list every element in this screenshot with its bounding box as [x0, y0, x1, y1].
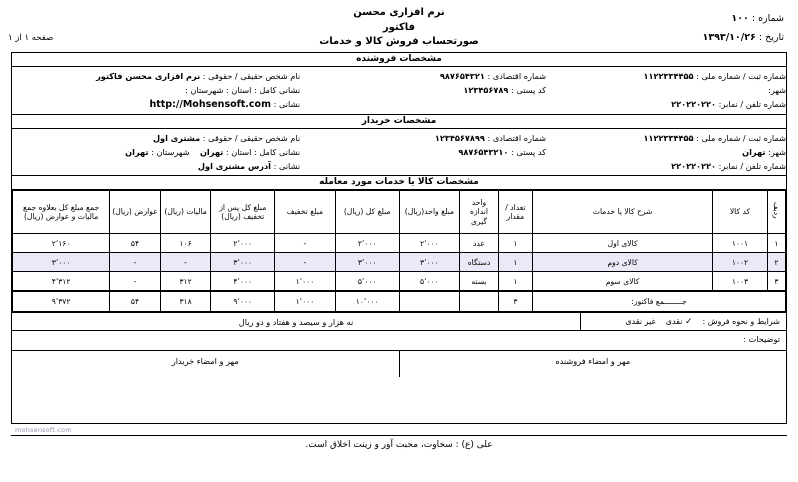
th-grand-total: جمع مبلغ کل بعلاوه جمع مالیات و عوارض (ریال) — [13, 191, 110, 234]
cell-duty: - — [110, 253, 161, 272]
cell-code: ۱۰۰۱ — [713, 234, 768, 253]
goods-table — [12, 190, 786, 313]
terms-label: شرایط و نحوه فروش : — [702, 317, 780, 326]
invoice-date-row — [703, 28, 784, 47]
document-title-block — [0, 6, 798, 50]
buyer-signature-cell: مهر و امضاء خریدار — [171, 356, 239, 366]
buyer-reg-national-field — [552, 131, 786, 145]
seller-economic-code-label: شماره اقتصادی : — [487, 71, 547, 81]
th-quantity: تعداد / مقدار — [498, 191, 532, 234]
seller-body — [12, 67, 786, 114]
cell-quantity: ۱ — [498, 253, 532, 272]
terms-row — [12, 313, 786, 331]
cell-description: کالای دوم — [533, 253, 713, 272]
seller-section — [12, 53, 786, 115]
cell-unit-price: ۳٬۰۰۰ — [399, 253, 460, 272]
cell-grand-total: ۳٬۰۰۰ — [13, 253, 110, 272]
cell-description: کالای اول — [533, 234, 713, 253]
terms-cash-label: نقدی — [665, 316, 683, 326]
seller-name-value: نرم افزاری محسن فاکتور — [96, 71, 201, 81]
cell-unit-price: ۲٬۰۰۰ — [399, 234, 460, 253]
buyer-reg-national-label: شماره ثبت / شماره ملی : — [696, 133, 786, 143]
buyer-city-label: شهر: — [768, 147, 786, 157]
cell-after-discount: ۲٬۰۰۰ — [211, 234, 275, 253]
seller-address-field — [12, 83, 300, 97]
seller-section-title: مشخصات فروشنده — [12, 53, 786, 67]
seller-phone-fax-label: شماره تلفن / نمابر: — [718, 99, 786, 109]
buyer-col-mid — [306, 131, 546, 173]
document-subtitle: صورتحساب فروش کالا و خدمات — [319, 36, 479, 47]
seller-reg-national-field — [552, 69, 786, 83]
document-header — [0, 0, 798, 52]
th-after-discount: مبلغ کل پس از تخفیف (ریال) — [211, 191, 275, 234]
buyer-economic-code-field — [306, 131, 546, 145]
buyer-county-label: شهرستان : — [151, 147, 190, 157]
summary-unit-price — [399, 291, 460, 312]
buyer-postal-value: ۹۸۷۶۵۴۳۲۱۰ — [458, 147, 509, 157]
cell-total: ۲٬۰۰۰ — [335, 234, 399, 253]
cell-unit-price: ۵٬۰۰۰ — [399, 272, 460, 292]
th-duty: عوارض (ریال) — [110, 191, 161, 234]
company-name: نرم افزاری محسن — [353, 7, 445, 18]
table-row[interactable] — [13, 272, 786, 292]
buyer-address-label: نشانی کامل : استان : — [225, 147, 301, 157]
buyer-body — [12, 129, 786, 175]
th-unit-price: مبلغ واحد(ریال) — [399, 191, 460, 234]
buyer-economic-code-label: شماره اقتصادی : — [487, 133, 547, 143]
cell-row-no: ۱ — [767, 234, 785, 253]
goods-table-head — [13, 191, 786, 234]
buyer-name-label: نام شخص حقیقی / حقوقی : — [202, 133, 301, 143]
summary-total: ۱۰٬۰۰۰ — [335, 291, 399, 312]
seller-reg-national-label: شماره ثبت / شماره ملی : — [696, 71, 786, 81]
cell-total: ۳٬۰۰۰ — [335, 253, 399, 272]
signature-row — [12, 351, 786, 377]
th-row-no-label: ردیف — [772, 202, 782, 220]
seller-phone-fax-field — [552, 97, 786, 111]
seller-address-label: نشانی کامل : استان : — [225, 85, 301, 95]
cell-total: ۵٬۰۰۰ — [335, 272, 399, 292]
th-discount: مبلغ تخفیف — [275, 191, 336, 234]
summary-after-discount: ۹٬۰۰۰ — [211, 291, 275, 312]
buyer-col-right — [12, 131, 306, 173]
seller-col-mid — [306, 69, 546, 112]
buyer-name-field — [12, 131, 300, 145]
document-footer — [11, 424, 787, 482]
seller-postal-label: کد پستی : — [511, 85, 547, 95]
seller-site-value[interactable]: http://Mohsensoft.com — [149, 99, 271, 110]
buyer-phone-fax-field — [552, 159, 786, 173]
seller-phone-fax-value: ۲۲۰۲۲۰۲۲۰ — [671, 99, 717, 109]
invoice-number-value: ۱۰۰ — [731, 13, 749, 24]
summary-duty: ۵۴ — [110, 291, 161, 312]
buyer-site-field — [12, 159, 300, 173]
buyer-county-value: تهران — [125, 147, 149, 157]
amount-in-words: نه هزار و سیصد و هفتاد و دو ریال — [238, 316, 354, 327]
seller-name-field — [12, 69, 300, 83]
table-row[interactable] — [13, 234, 786, 253]
summary-tax: ۳۱۸ — [160, 291, 211, 312]
seller-spacer — [306, 97, 546, 111]
cell-discount: - — [275, 234, 336, 253]
check-icon: ✓ — [684, 316, 693, 327]
buyer-address-field — [12, 145, 300, 159]
cell-after-discount: ۴٬۰۰۰ — [211, 272, 275, 292]
buyer-address-value: تهران — [199, 147, 224, 157]
seller-county-label: شهرستان : — [184, 85, 224, 95]
notes-row[interactable] — [12, 331, 786, 351]
cell-after-discount: ۳٬۰۰۰ — [211, 253, 275, 272]
cell-quantity: ۱ — [498, 234, 532, 253]
goods-header-row — [13, 191, 786, 234]
footer-divider — [11, 435, 787, 436]
cell-grand-total: ۴٬۳۱۲ — [13, 272, 110, 292]
cell-tax: ۳۱۲ — [160, 272, 211, 292]
cell-unit: عدد — [460, 234, 498, 253]
cell-code: ۱۰۰۲ — [713, 253, 768, 272]
buyer-phone-fax-label: شماره تلفن / نمابر: — [718, 161, 786, 171]
cell-grand-total: ۲٬۱۶۰ — [13, 234, 110, 253]
document-type: فاکتور — [382, 21, 416, 33]
terms-cash-option[interactable] — [666, 317, 693, 327]
buyer-site-label: نشانی : — [273, 161, 301, 171]
goods-table-body — [13, 234, 786, 313]
cell-discount: ۱٬۰۰۰ — [275, 272, 336, 292]
buyer-city-value: تهران — [742, 147, 766, 157]
buyer-reg-national-value: ۱۱۲۲۳۳۴۴۵۵ — [643, 133, 694, 143]
seller-col-right — [12, 69, 306, 112]
cell-discount: - — [275, 253, 336, 272]
cell-unit: دستگاه — [460, 253, 498, 272]
cell-unit: بسته — [460, 272, 498, 292]
th-tax: مالیات (ریال) — [160, 191, 211, 234]
summary-unit — [460, 291, 498, 312]
cell-duty: ۵۴ — [110, 234, 161, 253]
seller-site-label: نشانی : — [273, 99, 301, 109]
invoice-date-label: تاریخ : — [758, 32, 784, 43]
seller-city-field — [552, 83, 786, 97]
th-row-no — [767, 191, 785, 234]
seller-site-field — [12, 97, 300, 112]
cell-description: کالای سوم — [533, 272, 713, 292]
seller-city-label: شهر: — [768, 85, 786, 95]
seller-signature-cell: مهر و امضاء فروشنده — [399, 351, 787, 377]
buyer-section-title: مشخصات خریدار — [12, 115, 786, 129]
invoice-number-row — [703, 9, 784, 28]
footer-quote: علی (ع) : سخاوت، محبت آور و زینت اخلاق است. — [305, 440, 493, 450]
seller-postal-value: ۱۲۳۴۵۶۷۸۹ — [463, 85, 509, 95]
cell-quantity: ۱ — [498, 272, 532, 292]
seller-economic-code-field — [306, 69, 546, 83]
th-description: شرح کالا یا خدمات — [533, 191, 713, 234]
invoice-frame — [11, 52, 787, 424]
buyer-economic-code-value: ۱۲۳۴۵۶۷۸۹۹ — [434, 133, 485, 143]
summary-discount: ۱٬۰۰۰ — [275, 291, 336, 312]
footer-watermark: mohsensoft.com — [15, 426, 72, 434]
th-total: مبلغ کل (ریال) — [335, 191, 399, 234]
document-meta — [703, 9, 784, 47]
goods-summary-row — [13, 291, 786, 312]
buyer-name-value: مشتری اول — [152, 133, 201, 143]
buyer-section — [12, 115, 786, 176]
table-row[interactable] — [13, 253, 786, 272]
buyer-spacer — [306, 159, 546, 173]
terms-options — [580, 313, 786, 330]
th-code: کد کالا — [713, 191, 768, 234]
buyer-col-left — [546, 131, 786, 173]
notes-label: توضیحات : — [743, 334, 780, 344]
summary-label: جــــــــمع فاکتور: — [533, 291, 786, 312]
goods-section-title: مشخصات کالا یا خدمات مورد معامله — [12, 176, 786, 190]
page-count: صفحه ۱ از ۱ — [8, 33, 54, 43]
cell-code: ۱۰۰۳ — [713, 272, 768, 292]
cell-tax: ۱۰۶ — [160, 234, 211, 253]
summary-quantity: ۳ — [498, 291, 532, 312]
cell-row-no: ۳ — [767, 272, 785, 292]
th-unit: واحد اندازه گیری — [460, 191, 498, 234]
terms-credit-option[interactable] — [625, 317, 655, 326]
buyer-city-field — [552, 145, 786, 159]
seller-name-label: نام شخص حقیقی / حقوقی : — [202, 71, 301, 81]
cell-row-no: ۲ — [767, 253, 785, 272]
buyer-site-value: آدرس مشتری اول — [197, 161, 271, 171]
summary-grand-total: ۹٬۳۷۲ — [13, 291, 110, 312]
seller-postal-field — [306, 83, 546, 97]
buyer-phone-fax-value: ۲۲۰۲۲۰۲۲۰ — [671, 161, 717, 171]
buyer-postal-label: کد پستی : — [511, 147, 547, 157]
cell-duty: - — [110, 272, 161, 292]
cell-tax: - — [160, 253, 211, 272]
seller-economic-code-value: ۹۸۷۶۵۴۳۲۱ — [439, 71, 485, 81]
seller-reg-national-value: ۱۱۲۲۳۳۴۴۵۵ — [643, 71, 694, 81]
buyer-postal-field — [306, 145, 546, 159]
invoice-number-label: شماره : — [751, 13, 784, 24]
invoice-date-value: ۱۳۹۳/۱۰/۲۶ — [702, 32, 756, 43]
terms-credit-label: غیر نقدی — [625, 317, 656, 326]
seller-col-left — [546, 69, 786, 112]
